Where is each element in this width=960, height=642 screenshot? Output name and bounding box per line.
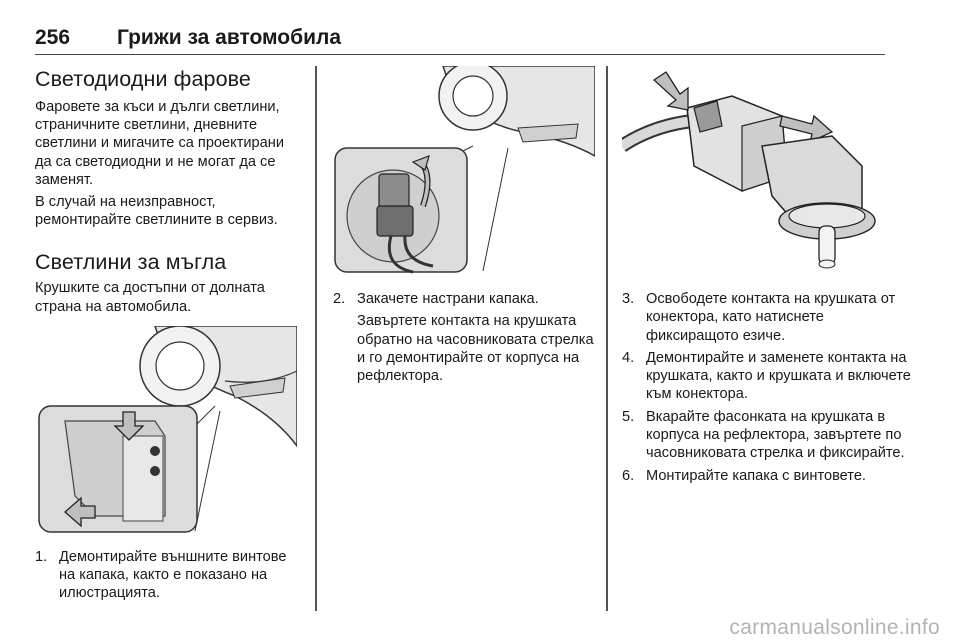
paragraph: Крушките са достъпни от долната страна на автомобила. bbox=[35, 280, 265, 315]
steps-list bbox=[35, 548, 297, 603]
section-title: Светлини за мъгла bbox=[35, 250, 227, 275]
step-text: Демонтирайте външните винтове на капака, както е показано на илюстрацията. bbox=[59, 548, 287, 602]
step-text: Вкарайте фасонката на крушката в корпуса на рефлектора, завъртете по часовниковата стрелка и фиксирайте. bbox=[646, 408, 905, 462]
list-item bbox=[622, 349, 912, 404]
step-number: 5. bbox=[622, 408, 635, 425]
step-text: Демонтирайте и заменете контакта на крушката, както и крушката и включете към конектора. bbox=[646, 349, 911, 403]
step-text: Освободете контакта на крушката от конектора, като натиснете фиксиращото езиче. bbox=[646, 291, 896, 344]
column-right bbox=[622, 66, 912, 489]
list-item bbox=[622, 467, 912, 485]
watermark: carmanualsonline.info bbox=[729, 616, 940, 639]
column-divider bbox=[606, 66, 608, 611]
fog-light-cover-illustration bbox=[35, 326, 297, 536]
section-title: Светодиодни фарове bbox=[35, 67, 251, 91]
steps-list bbox=[622, 290, 912, 485]
steps-list bbox=[333, 290, 595, 308]
bulb-socket-removal-illustration bbox=[333, 66, 595, 276]
page-header bbox=[35, 26, 885, 55]
step-number: 1. bbox=[35, 548, 48, 565]
step-number: 4. bbox=[622, 349, 635, 366]
chapter-title: Грижи за автомобила bbox=[117, 26, 342, 49]
step-number: 6. bbox=[622, 467, 635, 484]
paragraph: В случай на неизправност, ремонтирайте светлините в сервиз. bbox=[35, 194, 278, 229]
step-text: Закачете настрани капака. bbox=[357, 291, 539, 307]
column-middle bbox=[333, 66, 595, 385]
list-item bbox=[622, 290, 912, 345]
step-number: 3. bbox=[622, 291, 635, 307]
paragraph: Фаровете за къси и дълги светлини, страничните светлини, дневните светлини и мигачите са проектирани да са светодиодни и не могат да се заменят. bbox=[35, 99, 284, 188]
step-text: Монтирайте капака с винтовете. bbox=[646, 467, 866, 484]
list-item bbox=[35, 548, 297, 603]
connector-release-illustration bbox=[622, 66, 912, 276]
page-number: 256 bbox=[35, 26, 71, 49]
column-divider bbox=[315, 66, 317, 611]
step-subtext: Завъртете контакта на крушката обратно на часовниковата стрелка и го демонтирайте от корпуса на рефлектора. bbox=[357, 313, 594, 385]
step-number: 2. bbox=[333, 291, 346, 307]
column-left bbox=[35, 66, 297, 607]
list-item bbox=[622, 408, 912, 463]
list-item bbox=[333, 290, 595, 308]
